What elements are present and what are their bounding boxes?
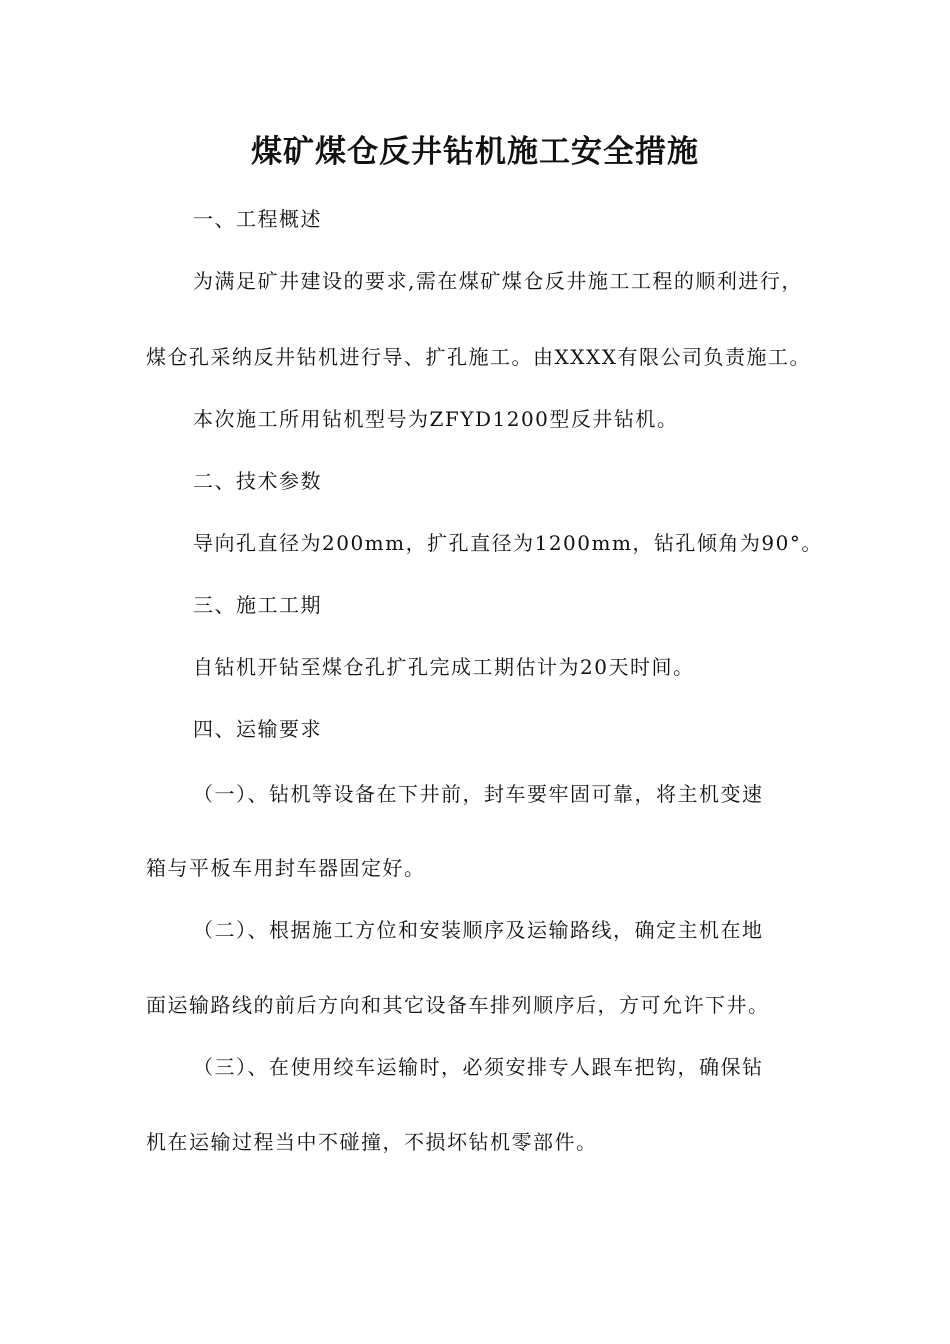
- list-item-line: 箱与平板车用封车器固定好。: [146, 856, 426, 880]
- paragraph-line: 导向孔直径为200mm，扩孔直径为1200mm，钻孔倾角为90°。: [193, 531, 823, 555]
- paragraph-line: 为满足矿井建设的要求,需在煤矿煤仓反井施工工程的顺利进行，: [193, 269, 803, 293]
- list-item-line: 面运输路线的前后方向和其它设备车排列顺序后，方可允许下井。: [146, 993, 770, 1017]
- section-heading-overview: 一、工程概述: [193, 207, 322, 231]
- list-item-line: （三）、在使用绞车运输时，必须安排专人跟车把钩，确保钻: [193, 1055, 764, 1079]
- paragraph-line: 自钻机开钻至煤仓孔扩孔完成工期估计为20天时间。: [193, 655, 695, 679]
- paragraph-line: 本次施工所用钻机型号为ZFYD1200型反井钻机。: [193, 407, 679, 431]
- section-heading-transport: 四、运输要求: [193, 717, 322, 741]
- document-title: 煤矿煤仓反井钻机施工安全措施: [251, 134, 699, 170]
- list-item-line: （一）、钻机等设备在下井前，封车要牢固可靠，将主机变速: [193, 782, 764, 806]
- list-item-line: （二）、根据施工方位和安装顺序及运输路线，确定主机在地: [193, 918, 764, 942]
- paragraph-line: 煤仓孔采纳反井钻机进行导、扩孔施工。由XXXX有限公司负责施工。: [146, 345, 811, 369]
- list-item-line: 机在运输过程当中不碰撞，不损坏钻机零部件。: [146, 1130, 598, 1154]
- section-heading-parameters: 二、技术参数: [193, 469, 322, 493]
- section-heading-schedule: 三、施工工期: [193, 593, 322, 617]
